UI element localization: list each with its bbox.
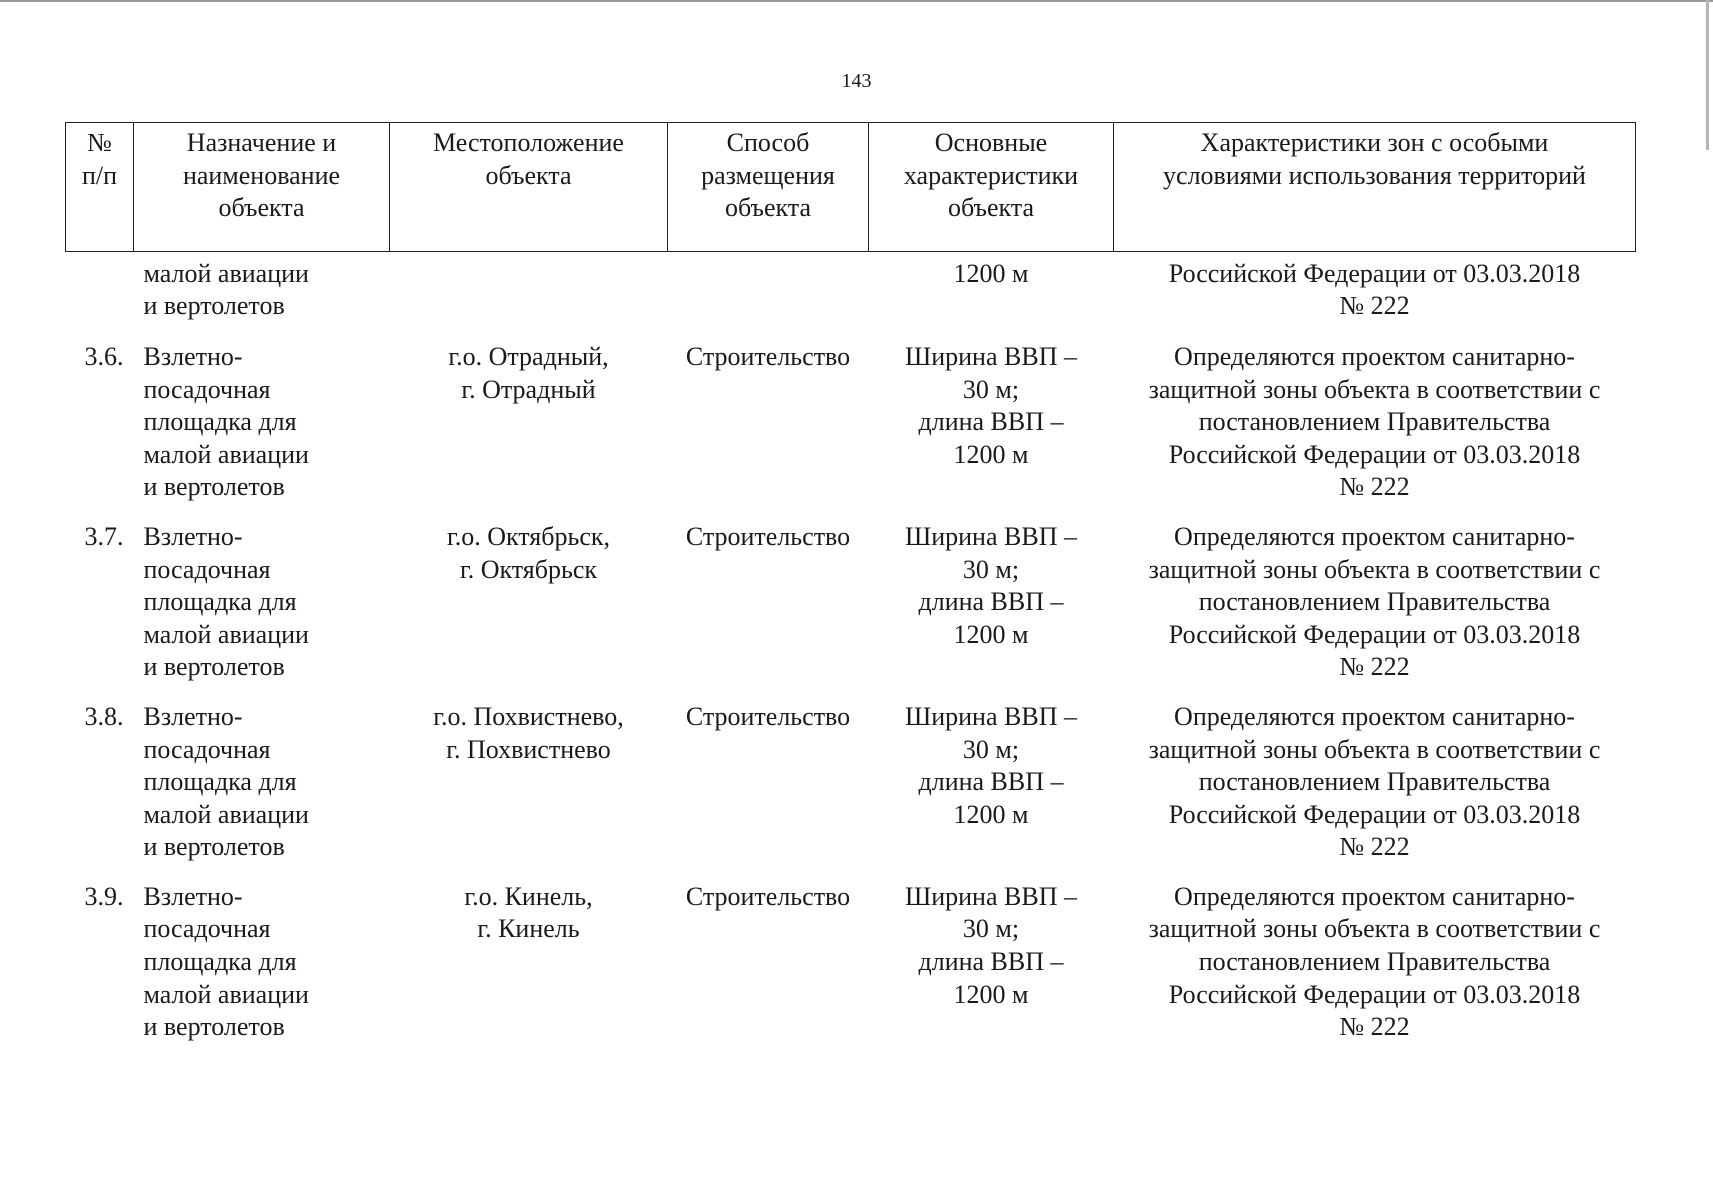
row-location: г.о. Отрадный, г. Отрадный [448, 341, 609, 404]
table-row-continuation [66, 251, 1636, 341]
row-zones: Определяются проектом санитарно- защитной зоны объекта в соответствии с постановлением Правительства Российской Федерации от 03.03.2018 № 222 [1148, 521, 1601, 682]
row-location [390, 251, 668, 341]
row-name: Взлетно- посадочная площадка для малой авиации и вертолетов [143, 881, 309, 1042]
row-method: Строительство [685, 701, 851, 731]
row-characteristics: 1200 м [953, 258, 1029, 288]
objects-table [65, 122, 1636, 1061]
row-name: Взлетно- посадочная площадка для малой авиации и вертолетов [143, 341, 309, 502]
row-method: Строительство [685, 521, 851, 551]
row-zones: Определяются проектом санитарно- защитной зоны объекта в соответствии с постановлением Правительства Российской Федерации от 03.03.2018 № 222 [1148, 701, 1601, 862]
row-number: 3.6. [84, 341, 124, 371]
header-purpose-name: Назначение и наименование объекта [134, 123, 390, 252]
row-characteristics: Ширина ВВП – 30 м; длина ВВП – 1200 м [905, 881, 1077, 1009]
row-characteristics: Ширина ВВП – 30 м; длина ВВП – 1200 м [905, 341, 1077, 469]
table-body [66, 251, 1636, 1061]
row-zones: Определяются проектом санитарно- защитной зоны объекта в соответствии с постановлением Правительства Российской Федерации от 03.03.2018 № 222 [1148, 341, 1601, 502]
header-number: № п/п [66, 123, 134, 252]
scan-edge-top [0, 0, 1713, 2]
row-method: Строительство [685, 341, 851, 371]
row-zones: Российской Федерации от 03.03.2018 № 222 [1168, 258, 1581, 321]
row-characteristics: Ширина ВВП – 30 м; длина ВВП – 1200 м [905, 521, 1077, 649]
table-row [66, 341, 1636, 521]
row-method [668, 251, 869, 341]
row-number [66, 251, 134, 341]
table-header [66, 123, 1636, 252]
row-location: г.о. Октябрьск, г. Октябрьск [446, 521, 611, 584]
row-number: 3.8. [84, 701, 124, 731]
header-row [66, 123, 1636, 252]
header-location: Местоположение объекта [390, 123, 668, 252]
row-zones: Определяются проектом санитарно- защитной зоны объекта в соответствии с постановлением Правительства Российской Федерации от 03.03.2018 № 222 [1148, 881, 1601, 1042]
table-row [66, 701, 1636, 881]
row-name: Взлетно- посадочная площадка для малой авиации и вертолетов [143, 521, 309, 682]
row-number: 3.7. [84, 521, 124, 551]
header-placement-method: Способ размещения объекта [668, 123, 869, 252]
row-name: малой авиации и вертолетов [143, 258, 309, 321]
header-main-characteristics: Основные характеристики объекта [869, 123, 1114, 252]
row-method: Строительство [685, 881, 851, 911]
row-characteristics: Ширина ВВП – 30 м; длина ВВП – 1200 м [905, 701, 1077, 829]
row-location: г.о. Похвистнево, г. Похвистнево [433, 701, 624, 764]
page-number: 143 [841, 70, 872, 92]
row-location: г.о. Кинель, г. Кинель [464, 881, 593, 944]
header-zone-characteristics: Характеристики зон с особыми условиями использования территорий [1114, 123, 1636, 252]
table-row [66, 881, 1636, 1061]
table-row [66, 521, 1636, 701]
row-number: 3.9. [84, 881, 124, 911]
row-name: Взлетно- посадочная площадка для малой авиации и вертолетов [143, 701, 309, 862]
